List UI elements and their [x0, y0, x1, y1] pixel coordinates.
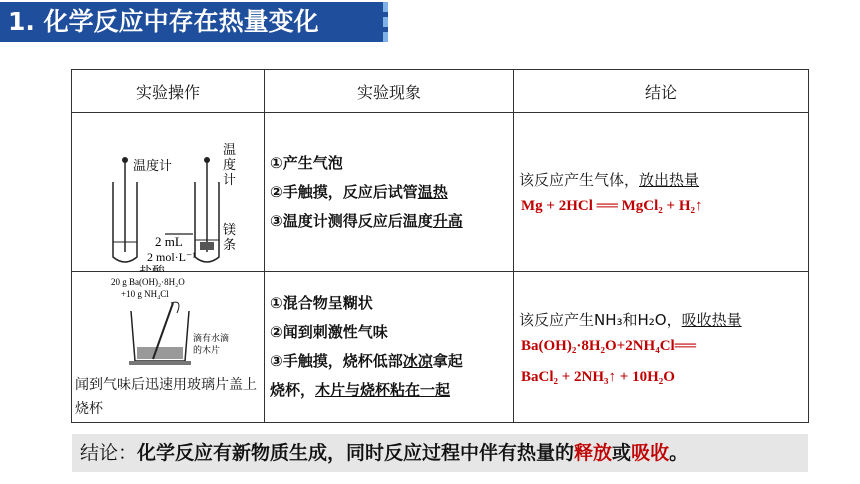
- thermo-left-label: 温度计: [133, 158, 173, 173]
- apparatus-cell-2: [72, 272, 265, 423]
- equation-mg: Mg + 2HCl ══ MgCl₂ + H₂↑: [521, 198, 703, 214]
- mg-label-1: 镁: [223, 222, 237, 237]
- phenomenon-item: 烧杯，木片与烧杯粘在一起: [270, 381, 451, 399]
- summary-absorb: 吸收: [631, 442, 670, 464]
- conclusion-cell-1: [514, 113, 809, 272]
- conclusion-cell-2: [514, 272, 809, 423]
- mg-label-2: 条: [223, 237, 237, 252]
- volume-label: 2 mL: [155, 234, 183, 249]
- equation-ba-line2: BaCl₂ + 2NH₃↑ + 10H₂O: [521, 368, 675, 385]
- phenomenon-item: ①混合物呈糊状: [270, 294, 373, 312]
- conclusion-text: 该反应产生NH₃和H₂O，吸收热量: [519, 310, 742, 329]
- thermo-right-label-3: 计: [223, 172, 237, 187]
- summary-text: 化学反应有新物质生成，同时反应过程中伴有热量的: [137, 442, 575, 464]
- phenomena-cell-2: [265, 272, 514, 423]
- section-title: 1. 化学反应中存在热量变化: [0, 2, 388, 42]
- summary-end: 。: [669, 442, 689, 464]
- conclusion-text: 该反应产生气体，放出热量: [519, 171, 700, 189]
- thermo-right-label-2: 度: [223, 157, 237, 172]
- header-operation: 实验操作: [72, 70, 265, 113]
- table-header-row: [72, 70, 809, 113]
- summary-label: 结论：: [80, 442, 138, 464]
- operation-note: 闻到气味后迅速用玻璃片盖上烧杯: [75, 377, 257, 417]
- acid-conc-label: 2 mol·L⁻¹: [147, 250, 196, 264]
- phenomenon-item: ②闻到刺激性气味: [270, 323, 388, 341]
- test-tube-apparatus-diagram: [73, 122, 263, 272]
- beaker-apparatus-diagram: [73, 273, 263, 369]
- equation-ba-line1: Ba(OH)₂·8H₂O+2NH₄Cl══: [521, 337, 696, 354]
- summary-banner: [72, 434, 808, 472]
- experiment-table: [71, 69, 809, 423]
- wood-label-2: 的木片: [193, 345, 221, 355]
- wood-label-1: 滴有水滴: [193, 333, 230, 343]
- phenomenon-item: ①产生气泡: [270, 153, 343, 172]
- apparatus-cell-1: [72, 113, 265, 272]
- table-row: [72, 113, 809, 272]
- acid-label: 盐酸: [139, 264, 166, 272]
- reagent-label-1: 20 g Ba(OH)₂·8H₂O: [111, 277, 185, 287]
- phenomena-cell-1: [265, 113, 514, 272]
- summary-or: 或: [612, 442, 632, 464]
- header-phenomenon: 实验现象: [265, 70, 514, 113]
- thermo-right-label-1: 温: [223, 142, 237, 157]
- reagent-label-2: +10 g NH₄Cl: [121, 289, 169, 299]
- phenomenon-item: ②手触摸，反应后试管温热: [270, 182, 448, 201]
- summary-release: 释放: [574, 442, 613, 464]
- phenomenon-item: ③手触摸，烧杯低部冰凉拿起: [270, 352, 463, 370]
- table-row: [72, 272, 809, 423]
- header-conclusion: 结论: [514, 70, 809, 113]
- phenomenon-item: ③温度计测得反应后温度升高: [270, 211, 463, 230]
